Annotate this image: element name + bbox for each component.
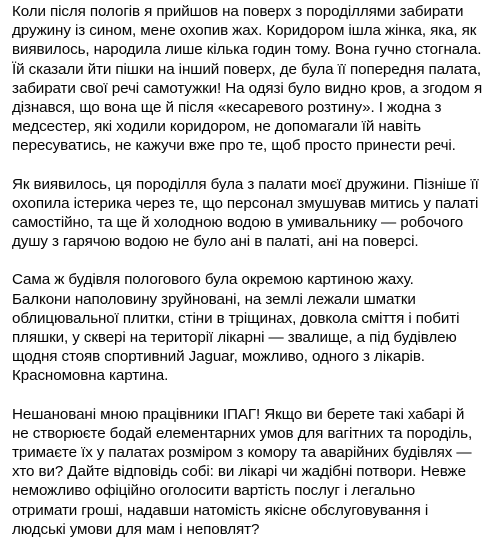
text-line: душу з гарячою водою не було ані в палаті, ані на поверсі. [12,233,419,251]
text-line: отримати гроші, надавши натомість якісне обслуговування і [12,501,429,519]
text-line: Сама ж будівля пологового була окремою картиною жаху. [12,271,414,289]
paragraph-1 [12,2,483,156]
text-line: Нешановані мною працівники ІПАГ! Якщо ви берете такі хабарі й [12,405,465,423]
paragraph-4 [12,405,479,539]
text-line: охопила істерика через те, що персонал змушував митись у палаті [12,194,479,212]
paragraph-2 [12,175,479,252]
text-line: дізнався, що вона ще й після «кесаревого розтину». І жодна з [12,99,442,117]
text-line: Їй сказали йти пішки на інший поверх, де була її попередня палата, [12,60,481,78]
text-line: Красномовна картина. [12,367,169,385]
text-line: виявилось, народила лише кілька годин тому. Вона гучно стогнала. [12,41,482,59]
text-line: забирати свої речі самотужки! На одязі було видно кров, а згодом я [12,79,483,97]
text-line: щодня стояв спортивний Jaguar, можливо, одного з лікарів. [12,348,425,366]
text-line: Як виявилось, ця породілля була з палати моєї дружини. Пізніше її [12,175,479,193]
text-line: пересуватись, не кажучи вже про те, щоб просто принести речі. [12,137,456,155]
text-line: не створюєте бодай елементарних умов для вагітних та породіль, [12,424,473,442]
text-line: людські умови для мам і неповлят? [12,520,260,538]
text-line: хто ви? Дайте відповідь собі: ви лікарі чи жадібні потвори. Невже [12,463,466,481]
text-line: дружину із сином, мене охопив жах. Коридором ішла жінка, яка, як [12,22,477,40]
text-line: пляшки, у сквері на території лікарні — звалище, а під будівлею [12,329,457,347]
text-line: тримаєте їх у палатах розміром з комору та аварійних будівлях — [12,444,472,462]
text-line: Коли після пологів я прийшов на поверх з породіллями забирати [12,3,464,20]
paragraph-3 [12,270,479,385]
text-line: неможливо офіційно оголосити вартість послуг і легально [12,482,416,500]
text-line: Балкони наполовину зруйновані, на землі лежали шматки [12,290,416,308]
text-line: облицювальної плитки, стіни в тріщинах, довкола сміття і побиті [12,309,460,327]
text-line: медсестер, які ходили коридором, не допомагали їй навіть [12,118,421,136]
text-line: самостійно, та ще й холодною водою в умивальнику — робочого [12,214,464,232]
